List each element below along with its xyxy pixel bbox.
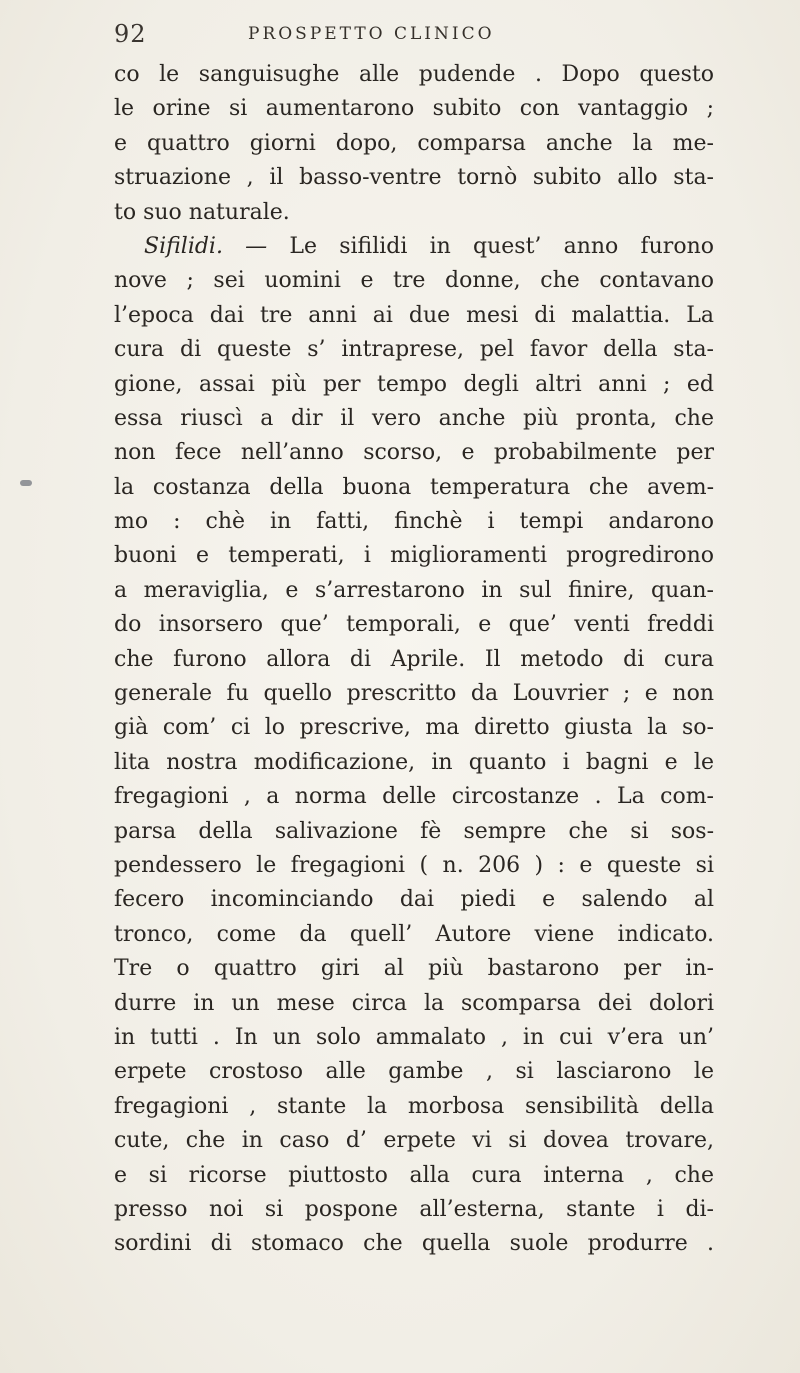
text-line: pendessero le fregagioni ( n. 206 ) : e queste si (114, 852, 714, 878)
text-line: essa riuscì a dir il vero anche più pronta, che (114, 405, 714, 431)
running-head: PROSPETTO CLINICO (248, 24, 495, 44)
text-line: parsa della salivazione fè sempre che si sos- (114, 818, 714, 844)
text-line: struazione , il basso-ventre tornò subito allo sta- (114, 165, 714, 191)
text-line-section-start (114, 230, 714, 264)
text-line: e si ricorse piuttosto alla cura interna , che (114, 1162, 714, 1188)
text-line: generale fu quello prescritto da Louvrier ; e non (114, 681, 714, 707)
text-line: do insorsero que’ temporali, e que’ venti freddi (114, 612, 714, 638)
text-line: to suo naturale. (114, 199, 290, 225)
text-line: cura di queste s’ intraprese, pel favor della sta- (114, 337, 714, 363)
text-line: durre in un mese circa la scomparsa dei dolori (114, 990, 714, 1016)
text-line: in tutti . In un solo ammalato , in cui v’era un’ (114, 1024, 714, 1050)
text-line: l’epoca dai tre anni ai due mesi di malattia. La (114, 302, 714, 328)
text-line: tronco, come da quell’ Autore viene indicato. (114, 921, 714, 947)
section-heading: Sifilidi. — (144, 233, 268, 259)
text-line: mo : chè in fatti, finchè i tempi andarono (114, 509, 714, 535)
text-line: fregagioni , a norma delle circostanze . La com- (114, 784, 714, 810)
text-line: che furono allora di Aprile. Il metodo di cura (114, 646, 714, 672)
text-line: non fece nell’anno scorso, e probabilmente per (114, 440, 714, 466)
text-line: già com’ ci lo prescrive, ma diretto giusta la so- (114, 715, 714, 741)
text-line: le orine si aumentarono subito con vantaggio ; (114, 96, 714, 122)
text-line: lita nostra modificazione, in quanto i bagni e le (114, 749, 714, 775)
text-line: gione, assai più per tempo degli altri anni ; ed (114, 371, 714, 397)
text-line: fregagioni , stante la morbosa sensibilità della (114, 1093, 714, 1119)
page-header (114, 20, 714, 52)
text-line: fecero incominciando dai piedi e salendo al (114, 887, 714, 913)
text-line: sordini di stomaco che quella suole produrre . (114, 1231, 714, 1257)
text-line: buoni e temperati, i miglioramenti progredirono (114, 543, 714, 569)
margin-smudge (20, 480, 32, 486)
section-first-line: Le sifilidi in quest’ anno furono (289, 233, 714, 259)
text-line: presso noi si pospone all’esterna, stante i di- (114, 1196, 714, 1222)
body-text (114, 58, 714, 1262)
text-line: a meraviglia, e s’arrestarono in sul finire, quan- (114, 577, 714, 603)
text-line: co le sanguisughe alle pudende . Dopo questo (114, 62, 714, 87)
text-line: nove ; sei uomini e tre donne, che contavano (114, 268, 714, 294)
text-line: Tre o quattro giri al più bastarono per in- (114, 956, 714, 982)
text-line: cute, che in caso d’ erpete vi si dovea trovare, (114, 1128, 714, 1154)
page-number: 92 (114, 20, 147, 48)
text-line: e quattro giorni dopo, comparsa anche la me- (114, 130, 714, 156)
text-line: la costanza della buona temperatura che avem- (114, 474, 714, 500)
text-line: erpete crostoso alle gambe , si lasciarono le (114, 1059, 714, 1085)
